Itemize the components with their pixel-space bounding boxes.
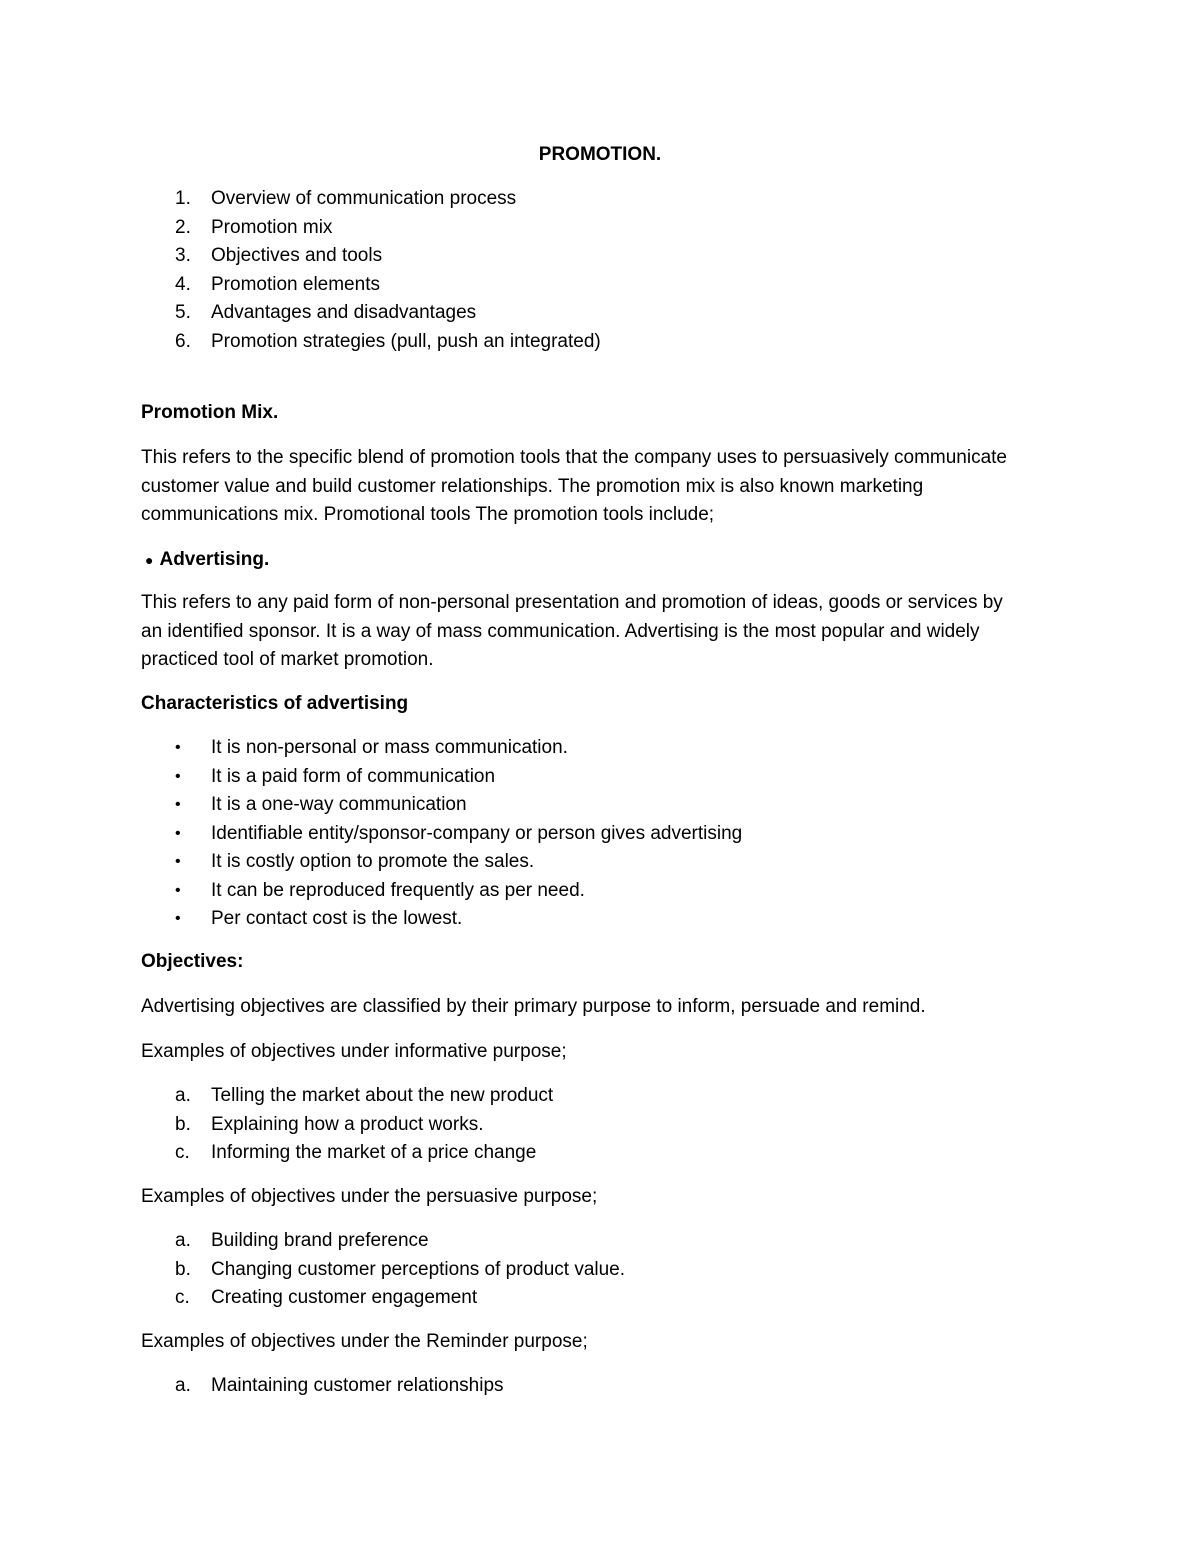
bullet-icon: •: [175, 910, 181, 927]
list-letter: c.: [175, 1142, 190, 1163]
list-item-text: Informing the market of a price change: [211, 1142, 537, 1163]
bullet-icon: •: [175, 881, 181, 899]
advertising-heading-text: Advertising.: [159, 549, 270, 570]
list-number: 1.: [175, 188, 191, 209]
bullet-icon: •: [175, 767, 181, 785]
list-number: 2.: [175, 216, 191, 238]
paragraph-line: This refers to any paid form of non-personal presentation and promotion of ideas, goods or services by: [141, 592, 1003, 613]
promotion-mix-paragraph: [141, 444, 1071, 530]
paragraph-line: an identified sponsor. It is a way of mass communication. Advertising is the most popular and widely: [141, 620, 980, 642]
list-item-text: Building brand preference: [211, 1230, 429, 1251]
list-item-text: Promotion strategies (pull, push an integrated): [211, 330, 601, 352]
list-item-text: Overview of communication process: [211, 188, 517, 209]
list-item-text: Per contact cost is the lowest.: [211, 908, 463, 929]
list-number: 4.: [175, 273, 191, 295]
list-letter: a.: [175, 1375, 191, 1396]
advertising-paragraph: [141, 589, 1071, 675]
objectives-heading: Objectives:: [141, 951, 244, 972]
paragraph-line: practiced tool of market promotion.: [141, 649, 434, 670]
list-letter: c.: [175, 1287, 190, 1308]
list-number: 5.: [175, 302, 191, 323]
paragraph-line: communications mix. Promotional tools The promotion tools include;: [141, 504, 715, 525]
bullet-icon: •: [175, 853, 181, 870]
list-letter: a.: [175, 1230, 191, 1251]
advertising-heading: [145, 546, 269, 575]
list-item-text: It is a one-way communication: [211, 794, 467, 815]
list-item-text: It is costly option to promote the sales.: [211, 851, 535, 872]
list-letter: b.: [175, 1258, 191, 1280]
bullet-icon: ●: [145, 552, 154, 568]
list-item-text: Creating customer engagement: [211, 1287, 478, 1308]
characteristics-heading: Characteristics of advertising: [141, 693, 409, 714]
page-title: PROMOTION.: [538, 144, 662, 165]
objectives-intro: Advertising objectives are classified by their primary purpose to inform, persuade and remind.: [141, 996, 926, 1017]
list-letter: b.: [175, 1113, 191, 1135]
bullet-icon: •: [175, 824, 181, 842]
list-letter: a.: [175, 1085, 191, 1106]
list-item-text: It can be reproduced frequently as per need.: [211, 879, 585, 901]
list-item-text: Changing customer perceptions of product value.: [211, 1258, 626, 1280]
list-item-text: Explaining how a product works.: [211, 1113, 484, 1135]
list-item-text: Advantages and disadvantages: [211, 302, 477, 323]
list-item-text: Promotion elements: [211, 273, 380, 295]
reminder-lead: Examples of objectives under the Reminder purpose;: [141, 1331, 588, 1352]
informative-lead: Examples of objectives under informative purpose;: [141, 1041, 567, 1062]
list-number: 3.: [175, 245, 191, 266]
persuasive-lead: Examples of objectives under the persuasive purpose;: [141, 1186, 598, 1207]
paragraph-line: customer value and build customer relationships. The promotion mix is also known marketing: [141, 475, 924, 497]
list-item-text: Maintaining customer relationships: [211, 1375, 504, 1396]
promotion-mix-heading: Promotion Mix.: [141, 402, 279, 423]
list-number: 6.: [175, 330, 191, 352]
paragraph-line: This refers to the specific blend of promotion tools that the company uses to persuasively communicate: [141, 447, 1007, 468]
list-item-text: It is non-personal or mass communication.: [211, 737, 568, 758]
list-item-text: Promotion mix: [211, 216, 333, 238]
list-item-text: Telling the market about the new product: [211, 1085, 554, 1106]
bullet-icon: •: [175, 739, 181, 756]
list-item-text: Objectives and tools: [211, 245, 383, 266]
bullet-icon: •: [175, 796, 181, 813]
list-item-text: It is a paid form of communication: [211, 765, 496, 787]
list-item-text: Identifiable entity/sponsor-company or person gives advertising: [211, 822, 743, 844]
